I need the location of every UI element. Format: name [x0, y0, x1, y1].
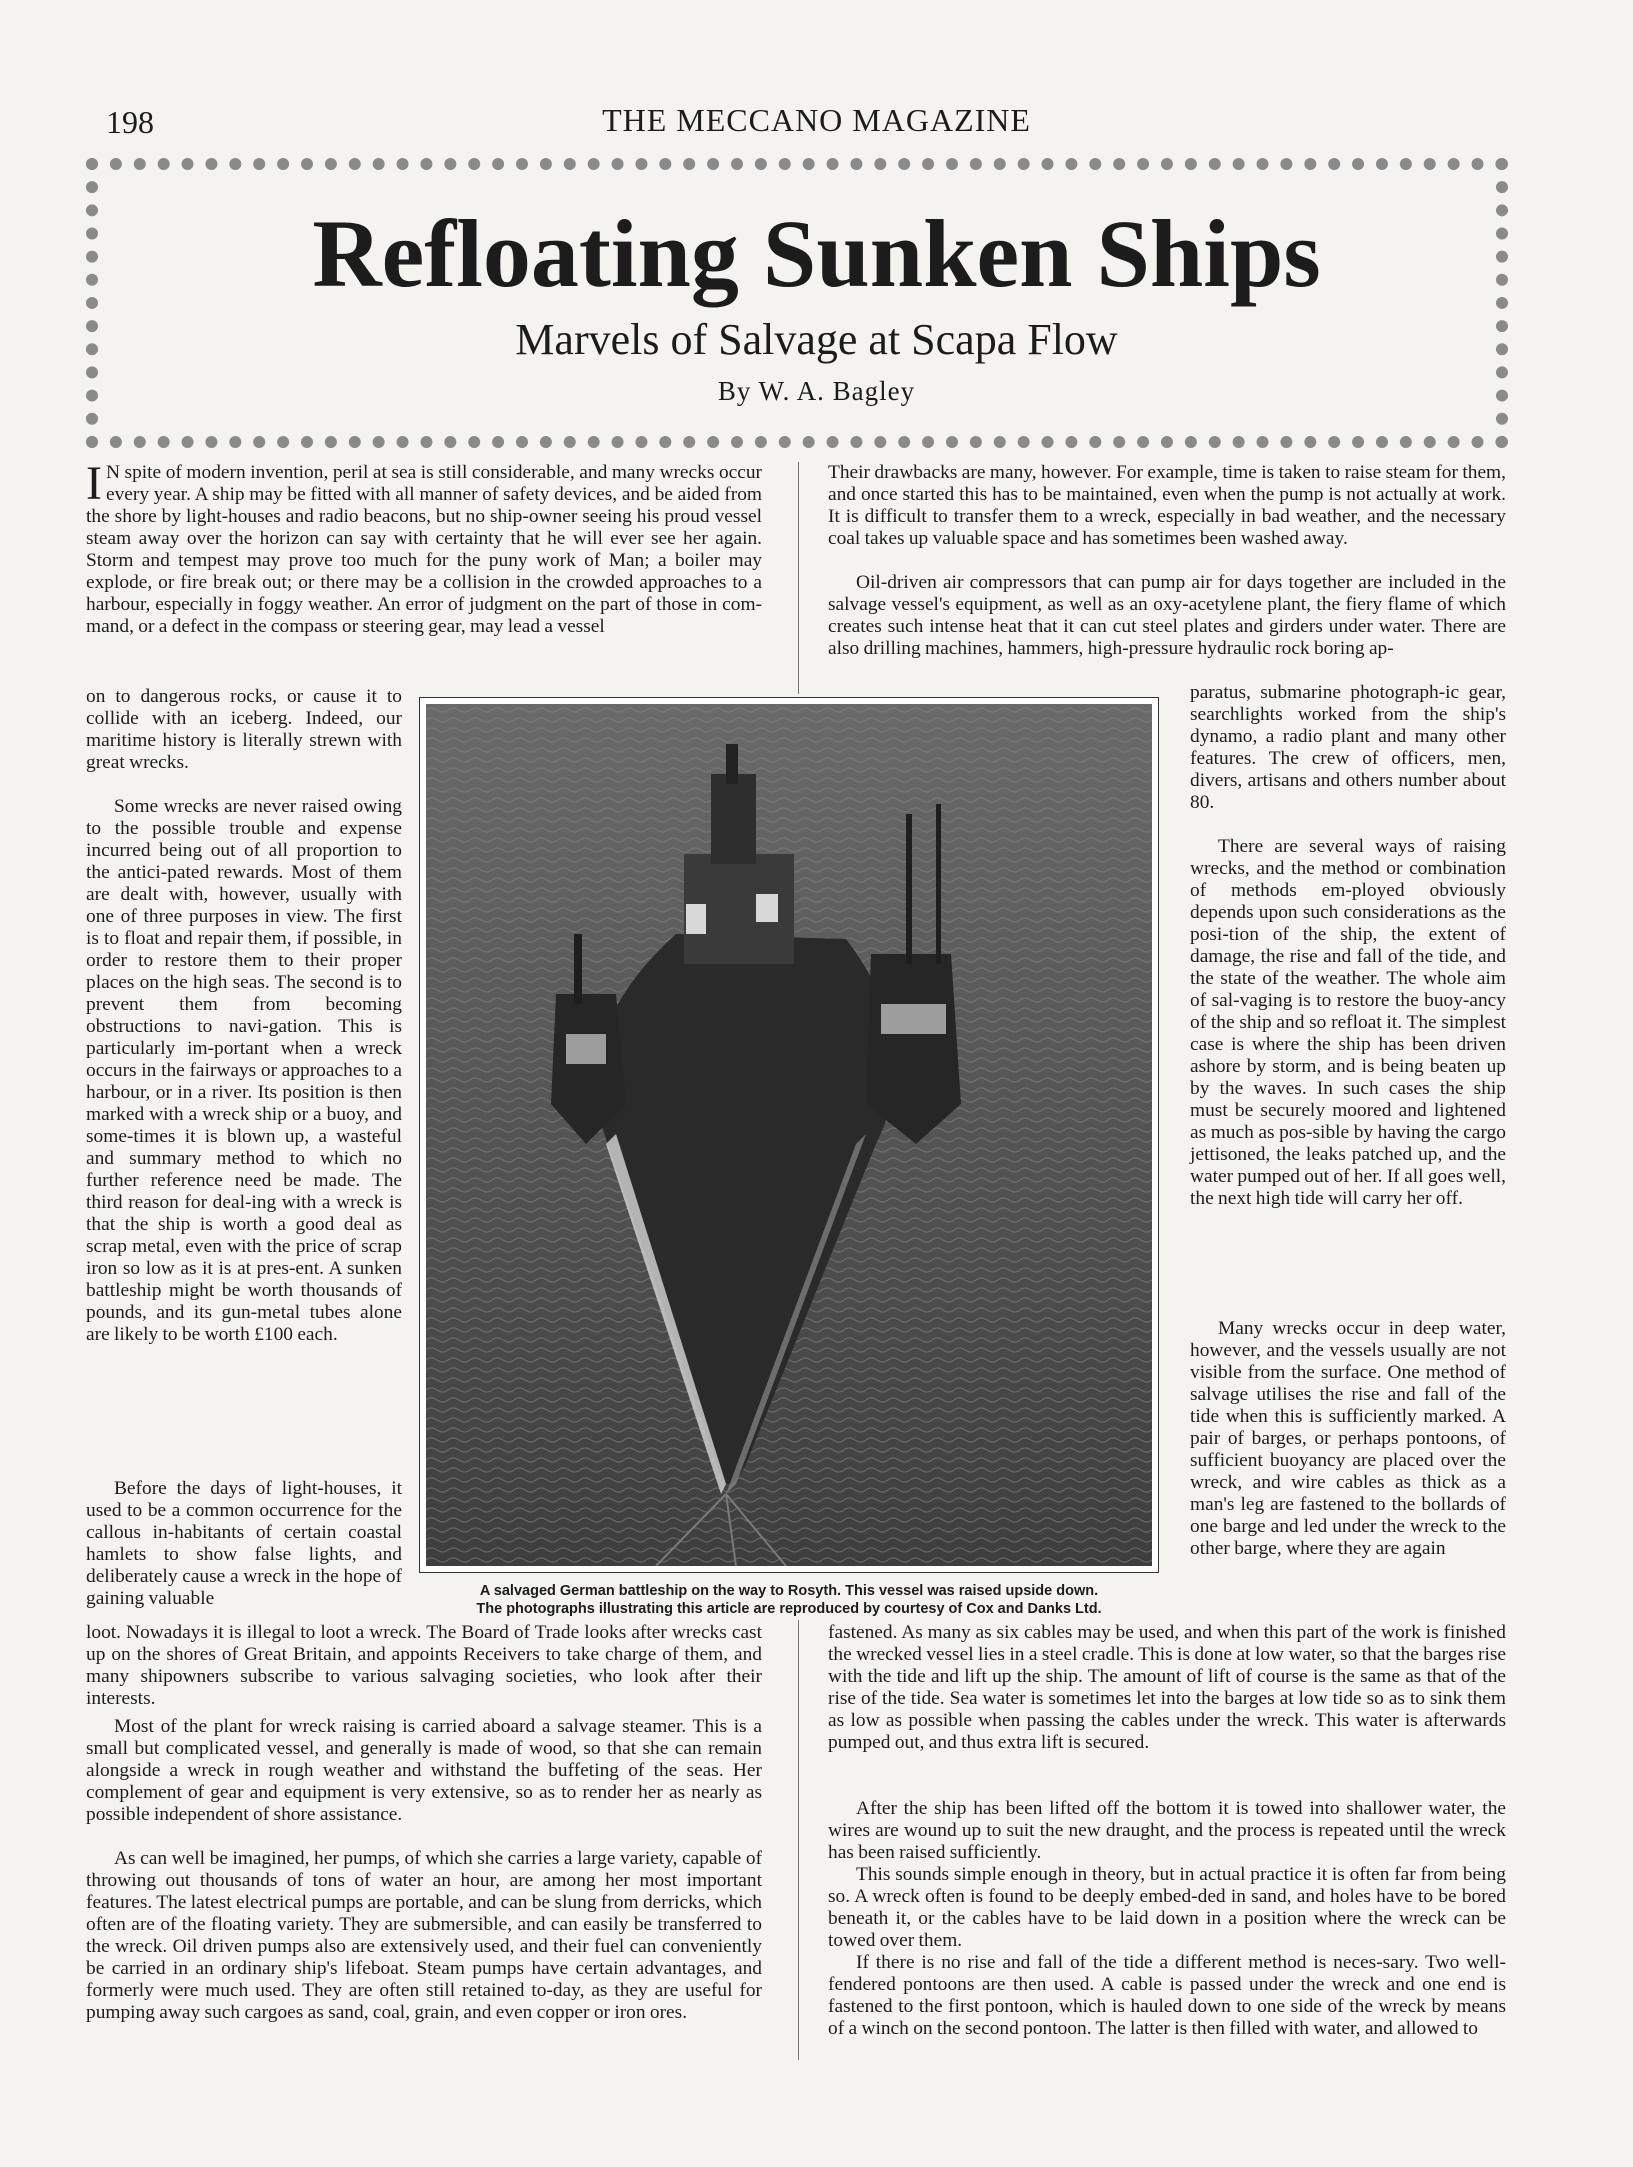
drop-cap: I	[86, 457, 102, 510]
paragraph-r2-cont: paratus, submarine photograph-ic gear, searchlights worked from the ship's dynamo, a radio plant and many other features. The crew of officers, men, divers, artisans and others number about 80.	[1190, 682, 1506, 813]
paragraph-1-cont: on to dangerous rocks, or cause it to collide with an iceberg. Indeed, our maritime history is literally strewn with great wrecks.	[86, 686, 402, 773]
article-title: Refloating Sunken Ships	[312, 200, 1321, 307]
caption-line-2: The photographs illustrating this article are reproduced by courtesy of Cox and Danks Ltd.	[476, 1601, 1102, 1617]
column-rule-top	[798, 462, 799, 694]
paragraph-1	[86, 457, 762, 638]
paragraph-5: As can well be imagined, her pumps, of which she carries a large variety, capable of throwing out thousands of tons of water an hour, are among her most important features. The latest electrical pumps are portable, and can be slung from derricks, which often are of the floating variety. They are submersible, and can easily be transferred to the wreck. Oil driven pumps also are extensively used, and their fuel can conveniently be carried in an ordinary ship's lifeboat. Steam pumps have certain advantages, and formerly were much used. They are often still retained to-day, as they are useful for pumping away such cargoes as sand, coal, grain, and even copper or iron ores.	[86, 1848, 762, 2023]
paragraph-r2: Oil-driven air compressors that can pump air for days together are included in the salvage vessel's equipment, as well as an oxy-acetylene plant, the fiery flame of which creates such intense heat that it can cut steel plates and girders under water. There are also drilling machines, hammers, high-pressure hydraulic rock boring ap-	[828, 572, 1506, 659]
paragraph-3-cont: loot. Nowadays it is illegal to loot a wreck. The Board of Trade looks after wrecks cast up on the shores of Great Britain, and appoints Receivers to take charge of them, and many shipowners subscribe to various salvaging societies, who look after their interests.	[86, 1622, 762, 1709]
article-subtitle: Marvels of Salvage at Scapa Flow	[515, 315, 1118, 364]
photo-caption	[419, 1582, 1159, 1618]
byline: By W. A. Bagley	[717, 376, 916, 406]
caption-line-1: A salvaged German battleship on the way to Rosyth. This vessel was raised upside down.	[479, 1583, 1099, 1599]
paragraph-3: Before the days of light-houses, it used to be a common occurrence for the callous in-habitants of certain coastal hamlets to show false lights, and deliberately cause a wreck in the hope of gaining valuable	[86, 1478, 402, 1609]
battleship-illustration	[426, 704, 1152, 1566]
paragraph-r5: After the ship has been lifted off the bottom it is towed into shallower water, the wires are wound up to suit the new draught, and the process is repeated until the wreck has been raised sufficiently.	[828, 1798, 1506, 1863]
paragraph-r1: Their drawbacks are many, however. For example, time is taken to raise steam for them, and once started this has to be maintained, even when the pump is not actually at work. It is difficult to transfer them to a wreck, especially in bad weather, and the necessary coal takes up valuable space and has sometimes been washed away.	[828, 462, 1506, 549]
paragraph-r6: This sounds simple enough in theory, but in actual practice it is often far from being so. A wreck often is found to be deeply embed-ded in sand, and holes have to be bored beneath it, or the cables have to be laid down in a position where the wreck can be towed over them.	[828, 1864, 1506, 1951]
paragraph-r3: There are several ways of raising wrecks, and the method or combination of methods em-ployed obviously depends upon such considerations as the posi-tion of the ship, the extent of damage, the rise and fall of the tide, and the state of the weather. The whole aim of sal-vaging is to restore the buoy-ancy of the ship and so refloat it. The simplest case is where the ship has been driven ashore by storm, and is being beaten up by the waves. In such cases the ship must be securely moored and lightened as much as pos-sible by having the cargo jettisoned, the leaks patched up, and the water pumped out of her. If all goes well, the next high tide will carry her off.	[1190, 836, 1506, 1209]
running-head: THE MECCANO MAGAZINE	[602, 102, 1031, 138]
column-rule-bottom	[798, 1620, 799, 2060]
paragraph-r4-cont: fastened. As many as six cables may be used, and when this part of the work is finished the wrecked vessel lies in a steel cradle. This is done at low water, so that the barges rise with the tide and lift up the ship. The amount of lift of course is the same as that of the rise of the tide. Sea water is sometimes let into the barges at low tide so as to sink them as low as possible when passing the cables under the wreck. This water is afterwards pumped out, and thus extra lift is secured.	[828, 1622, 1506, 1753]
paragraph-2: Some wrecks are never raised owing to the possible trouble and expense incurred being out of all proportion to the antici-pated rewards. Most of them are dealt with, however, usually with one of three purposes in view. The first is to float and repair them, if possible, in order to restore them to their proper places on the high seas. The second is to prevent them from becoming obstructions to navi-gation. This is particularly im-portant when a wreck occurs in the fairways or approaches to a harbour, or in a river. Its position is then marked with a wreck ship or a buoy, and some-times it is blown up, a wasteful and summary method to which no further reference need be made. The third reason for deal-ing with a wreck is that the ship is worth a good deal as scrap metal, even with the price of scrap iron so low as it is at pres-ent. A sunken battleship might be worth thousands of pounds, and its gun-metal tubes alone are likely to be worth £100 each.	[86, 796, 402, 1345]
paragraph-r4: Many wrecks occur in deep water, however, and the vessels usually are not visible from the surface. One method of salvage utilises the rise and fall of the tide when this is sufficiently marked. A pair of barges, or perhaps pontoons, of sufficient buoyancy are placed over the wreck, and wire cables as thick as a man's leg are fastened to the bollards of one barge and led under the wreck to the other barge, where they are again	[1190, 1318, 1506, 1559]
battleship-photo	[419, 697, 1159, 1573]
paragraph-4: Most of the plant for wreck raising is carried aboard a salvage steamer. This is a small but complicated vessel, and generally is made of wood, so that she can remain alongside a wreck in rough weather and withstand the buffeting of the seas. Her complement of gear and equipment is very extensive, so as to render her as nearly as possible independent of shore assistance.	[86, 1716, 762, 1825]
paragraph-1-text: N spite of modern invention, peril at sea is still considerable, and many wrecks occur every year. A ship may be fitted with all manner of safety devices, and be aided from the shore by light-houses and radio beacons, but no ship-owner seeing his proud vessel steam away over the horizon can say with certainty that he will ever see her again. Storm and tempest may prove too much for the puny work of Man; a boiler may explode, or fire break out; or there may be a collision in the crowded approaches to a harbour, especially in foggy weather. An error of judgment on the part of those in com-mand, or a defect in the compass or steering gear, may lead a vessel	[86, 462, 762, 637]
paragraph-r7: If there is no rise and fall of the tide a different method is neces-sary. Two well-fendered pontoons are then used. A cable is passed under the wreck and one end is fastened to the first pontoon, which is hauled down to one side of the wreck by means of a winch on the second pontoon. The latter is then filled with water, and allowed to	[828, 1952, 1506, 2039]
page-number: 198	[106, 104, 154, 140]
